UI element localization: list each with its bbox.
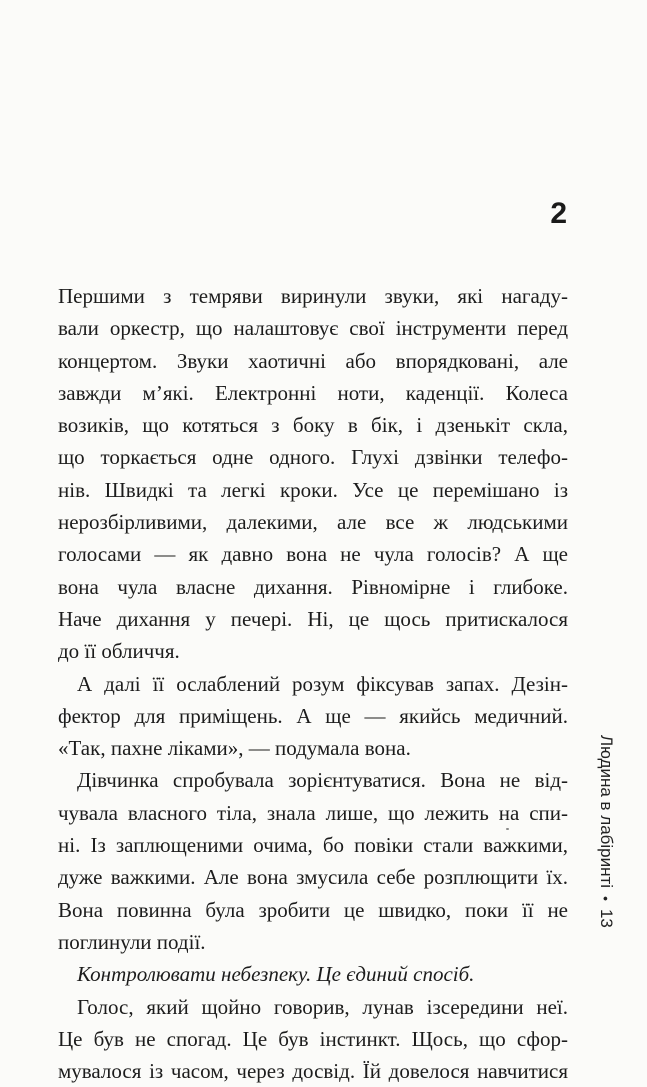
body-text xyxy=(58,280,568,1087)
text-line: до її обличчя. xyxy=(58,639,180,664)
text-line: поглинули події. xyxy=(58,929,206,954)
paragraph xyxy=(58,668,568,765)
text-line: мувалося із часом, через досвід. Їй довелося навчитися xyxy=(58,1059,568,1084)
text-line: завжди м’які. Електронні ноти, каденції. Колеса xyxy=(58,380,568,405)
text-line: возиків, що котяться з боку в бік, і дзенькіт скла, xyxy=(58,413,568,438)
text-line: Першими з темряви виринули звуки, які нагаду- xyxy=(58,284,568,308)
text-line: Дівчинка спробувала зорієнтуватися. Вона не від- xyxy=(77,768,568,793)
text-line: фектор для приміщень. А ще — якийсь медичний. xyxy=(58,703,568,728)
footer-separator: • xyxy=(598,896,614,901)
text-line: Голос, який щойно говорив, лунав ізсередини неї. xyxy=(77,994,568,1019)
chapter-number: 2 xyxy=(550,197,567,230)
paragraph xyxy=(58,991,568,1087)
text-line: Контролювати небезпеку. Це єдиний спосіб. xyxy=(77,962,475,987)
page-number: 13 xyxy=(597,908,616,928)
text-line: вона чула власне дихання. Рівномірне і глибоке. xyxy=(58,574,568,599)
text-line: Це був не спогад. Це був інстинкт. Щось, що сфор- xyxy=(58,1026,568,1051)
text-line: голосами — як давно вона не чула голосів? А ще xyxy=(58,542,568,567)
text-line: «Так, пахне ліками», — подумала вона. xyxy=(58,736,411,761)
text-line: ні. Із заплющеними очима, бо повіки стали важкими, xyxy=(58,833,568,858)
text-line: концертом. Звуки хаотичні або впорядковані, але xyxy=(58,348,568,373)
text-line: дуже важкими. Але вона змусила себе розплющити їх. xyxy=(58,865,568,890)
print-speck xyxy=(506,828,509,830)
text-line: чувала власного тіла, знала лише, що лежить на спи- xyxy=(58,800,568,825)
text-line: А далі її ослаблений розум фіксував запах. Дезін- xyxy=(77,671,568,696)
text-line: Наче дихання у печері. Ні, це щось притискалося xyxy=(58,606,568,631)
text-line: Вона повинна була зробити це швидко, поки її не xyxy=(58,897,568,922)
text-line: вали оркестр, що налаштовує свої інструменти перед xyxy=(58,316,568,341)
book-title: Людина в лабіринті xyxy=(597,735,616,889)
running-footer xyxy=(594,735,618,960)
text-line: нерозбірливими, далекими, але все ж людськими xyxy=(58,510,568,535)
paragraph xyxy=(58,958,568,990)
text-line: що торкається одне одного. Глухі дзвінки телефо- xyxy=(58,445,568,470)
text-line: нів. Швидкі та легкі кроки. Усе це перемішано із xyxy=(58,477,568,502)
paragraph xyxy=(58,764,568,958)
paragraph xyxy=(58,280,568,668)
